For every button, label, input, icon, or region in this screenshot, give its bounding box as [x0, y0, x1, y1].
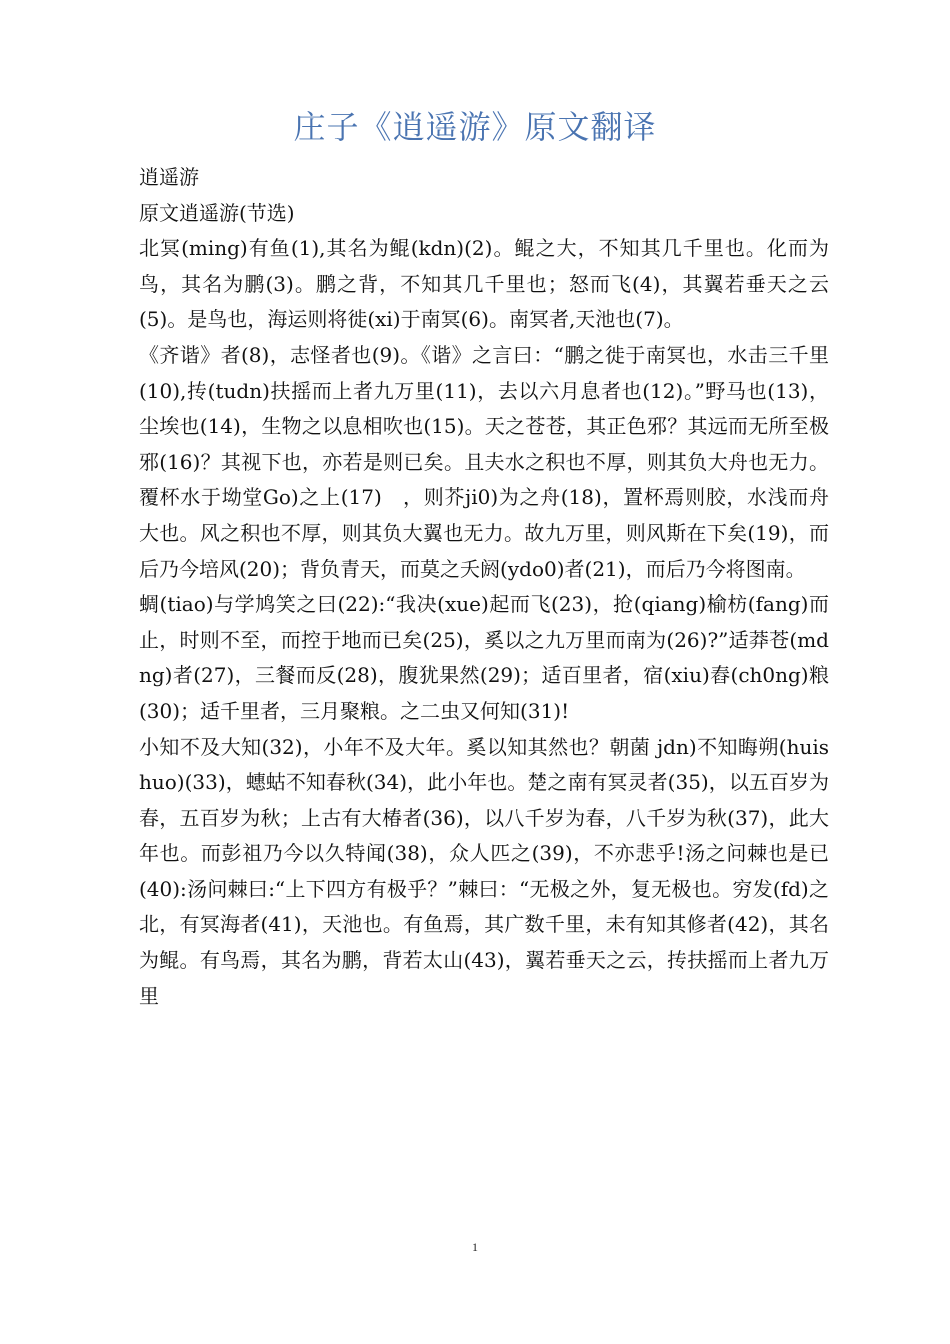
paragraph: 北冥(ming)有鱼(1),其名为鲲(kdn)(2)。鲲之大，不知其几千里也。化而为鸟，其名为鹏(3)。鹏之背，不知其几千里也；怒而飞(4)，其翼若垂天之云(5)。是鸟也，海运则将徙(xi)于南冥(6)。南冥者,天池也(7)。 — [139, 236, 829, 332]
document-title: 庄子《逍遥游》原文翻译 — [293, 108, 657, 146]
paragraph-heading: 逍遥游 — [139, 165, 199, 189]
paragraph: 小知不及大知(32)，小年不及大年。奚以知其然也？朝菌 jdn)不知晦朔(huishuo)(33)，蟪蛄不知春秋(34)，此小年也。楚之南有冥灵者(35)，以五百岁为春，五百岁为秋；上古有大椿者(36)，以八千岁为春，八千岁为秋(37)，此大年也。而彭祖乃今以久特闻(38)，众人匹之(39)，不亦悲乎!汤之问棘也是已(40):汤问棘曰:“上下四方有极乎？”棘曰：“无极之外，复无极也。穷发(fd)之北，有冥海者(41)，天池也。有鱼焉，其广数千里，未有知其修者(42)，其名为鲲。有鸟焉，其名为鹏，背若太山(43)，翼若垂天之云，抟扶摇而上者九万里 — [139, 734, 829, 1008]
paragraph: 《齐谐》者(8)，志怪者也(9)。《谐》之言曰：“鹏之徙于南冥也，水击三千里(10),抟(tudn)扶摇而上者九万里(11)，去以六月息者也(12)。”野马也(13)，尘埃也(14)，生物之以息相吹也(15)。天之苍苍，其正色邪？其远而无所至极邪(16)？其视下也，亦若是则已矣。且夫水之积也不厚，则其负大舟也无力。覆杯水于坳堂Go)之上(17) ，则芥ji0)为之舟(18)，置杯焉则胶，水浅而舟大也。风之积也不厚，则其负大翼也无力。故九万里，则风斯在下矣(19)，而后乃今培风(20)；背负青天，而莫之夭阏(ydo0)者(21)，而后乃今将图南。 — [139, 342, 829, 581]
document-body — [139, 160, 829, 1014]
paragraph: 蜩(tiao)与学鸠笑之曰(22):“我决(xue)起而飞(23)，抢(qiang)榆枋(fang)而止，时则不至，而控于地而已矣(25)，奚以之九万里而南为(26)?”适莽苍(mdng)者(27)，三餐而反(28)，腹犹果然(29)；适百里者，宿(xiu)舂(ch0ng)粮(30)；适千里者，三月聚粮。之二虫又何知(31)! — [139, 592, 829, 723]
paragraph-subheading: 原文逍遥游(节选) — [139, 200, 295, 225]
page-number: 1 — [472, 1240, 478, 1254]
